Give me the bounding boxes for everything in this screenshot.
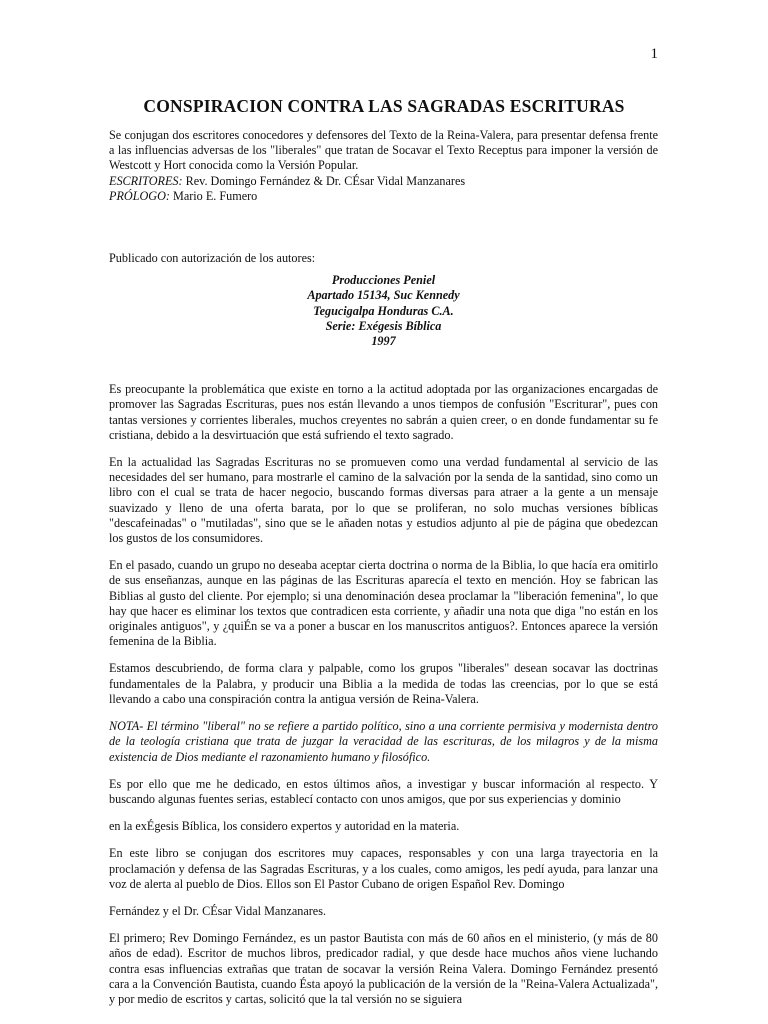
publisher-address: Apartado 15134, Suc Kennedy (307, 288, 460, 303)
writers-value: Rev. Domingo Fernández & Dr. CÉsar Vidal Manzanares (182, 173, 466, 188)
body-paragraph: En el pasado, cuando un grupo no deseaba aceptar cierta doctrina o norma de la Biblia, lo que hacía era omitirlo de sus enseñanzas, aunque en las páginas de las Escrituras aparecía el texto en mención. Hoy se fabrican las Biblias al gusto del cliente. Por ejemplo; si una denominación desea proclamar la "liberación femenina", lo que hay que hacer es eliminar los textos que contradicen esta corriente, y añadir una nota que diga "no están en los originales antiguos", y ¿quiÉn se va a poner a buscar en los manuscritos antiguos?. Entonces aparece la versión femenina de la Biblia. (109, 558, 658, 649)
publisher-series: Serie: Exégesis Bíblica (325, 318, 442, 333)
published-line: Publicado con autorización de los autores: (109, 251, 316, 266)
body-paragraph: En la actualidad las Sagradas Escrituras no se promueven como una verdad fundamental al servicio de las necesidades del ser humano, para mostrarle el camino de la salvación por la senda de la santidad, sino como un libro con el cual se trata de hacer negocio, buscando formas diversas para atraer a la gente a un mensaje suavizado y lleno de una oferta barata, por lo que se proliferan, no solo muchas versiones bíblicas "descafeinadas" o "mutiladas", sino que se le añaden notas y estudios adjunto al pie de página que obedezcan los gustos de los consumidores. (109, 455, 658, 546)
publisher-year: 1997 (371, 334, 396, 349)
writers-label: ESCRITORES: (109, 173, 183, 188)
publisher-name: Producciones Peniel (331, 273, 436, 288)
body-paragraph: El primero; Rev Domingo Fernández, es un pastor Bautista con más de 60 años en el ministerio, (y más de 80 años de edad). Escritor de muchos libros, predicador radial, y que desde hace muchos años viene luchando contra esas influencias extrañas que tratan de socavar la versión Reina Valera. Domingo Fernández presentó cara a la Convención Bautista, cuando Ésta apoyó la publicación de la versión de la "Reina-Valera Actualizada", y por medio de escritos y cartas, solicitó que la tal versión no se siguiera (109, 931, 658, 1006)
publisher-block (109, 273, 658, 349)
body-paragraph-continuation: en la exÉgesis Bíblica, los considero expertos y autoridad en la materia. (109, 819, 460, 834)
intro-paragraph: Se conjugan dos escritores conocedores y defensores del Texto de la Reina-Valera, para presentar defensa frente a las influencias adversas de los "liberales" que tratan de Socavar el Texto Receptus para imponer la versión de Westcott y Hort conocida como la Versión Popular. (109, 128, 658, 173)
body-paragraph: Es por ello que me he dedicado, en estos últimos años, a investigar y buscar información al respecto. Y buscando algunas fuentes serias, establecí contacto con unos amigos, que por sus experiencias y dominio (109, 776, 658, 806)
body-paragraph: Estamos descubriendo, de forma clara y palpable, como los grupos "liberales" desean socavar las doctrinas fundamentales de la Palabra, y producir una Biblia a la medida de todas las creencias, por lo que se está llevando a cabo una conspiración contra la antigua versión de Reina-Valera. (109, 661, 658, 706)
body-paragraph-continuation: Fernández y el Dr. CÉsar Vidal Manzanares. (109, 903, 326, 918)
prologue-value: Mario E. Fumero (169, 188, 258, 203)
note-paragraph: NOTA- El término "liberal" no se refiere a partido político, sino a una corriente permisiva y modernista dentro de la teología cristiana que trata de juzgar la veracidad de las escrituras, de los milagros y de la misma existencia de Dios mediante el razonamiento humano y filosófico. (109, 719, 658, 764)
prologue-line (109, 189, 658, 204)
spacer (109, 204, 658, 251)
prologue-label: PRÓLOGO: (109, 188, 170, 203)
publisher-city: Tegucigalpa Honduras C.A. (313, 303, 454, 318)
document-body (109, 128, 658, 1007)
body-paragraph: En este libro se conjugan dos escritores muy capaces, responsables y con una larga trayectoria en la proclamación y defensa de las Sagradas Escrituras, y a los cuales, como amigos, les pedí ayuda, para lanzar una voz de alerta al pueblo de Dios. Ellos son El Pastor Cubano de origen Español Rev. Domingo (109, 846, 658, 891)
document-title: CONSPIRACION CONTRA LAS SAGRADAS ESCRITURAS (143, 96, 625, 116)
body-paragraph: Es preocupante la problemática que existe en torno a la actitud adoptada por las organizaciones encargadas de promover las Sagradas Escrituras, pues nos están llevando a unos tiempos de confusión "Escriturar", pues con tantas versiones y corrientes liberales, muchos creyentes no sabrán a quien creer, o en donde fundamentar su fe cristiana, debido a la desvirtuación que está sufriendo el texto sagrado. (109, 382, 658, 442)
writers-line (109, 174, 658, 189)
page-number: 1 (650, 46, 658, 62)
spacer (109, 349, 658, 382)
